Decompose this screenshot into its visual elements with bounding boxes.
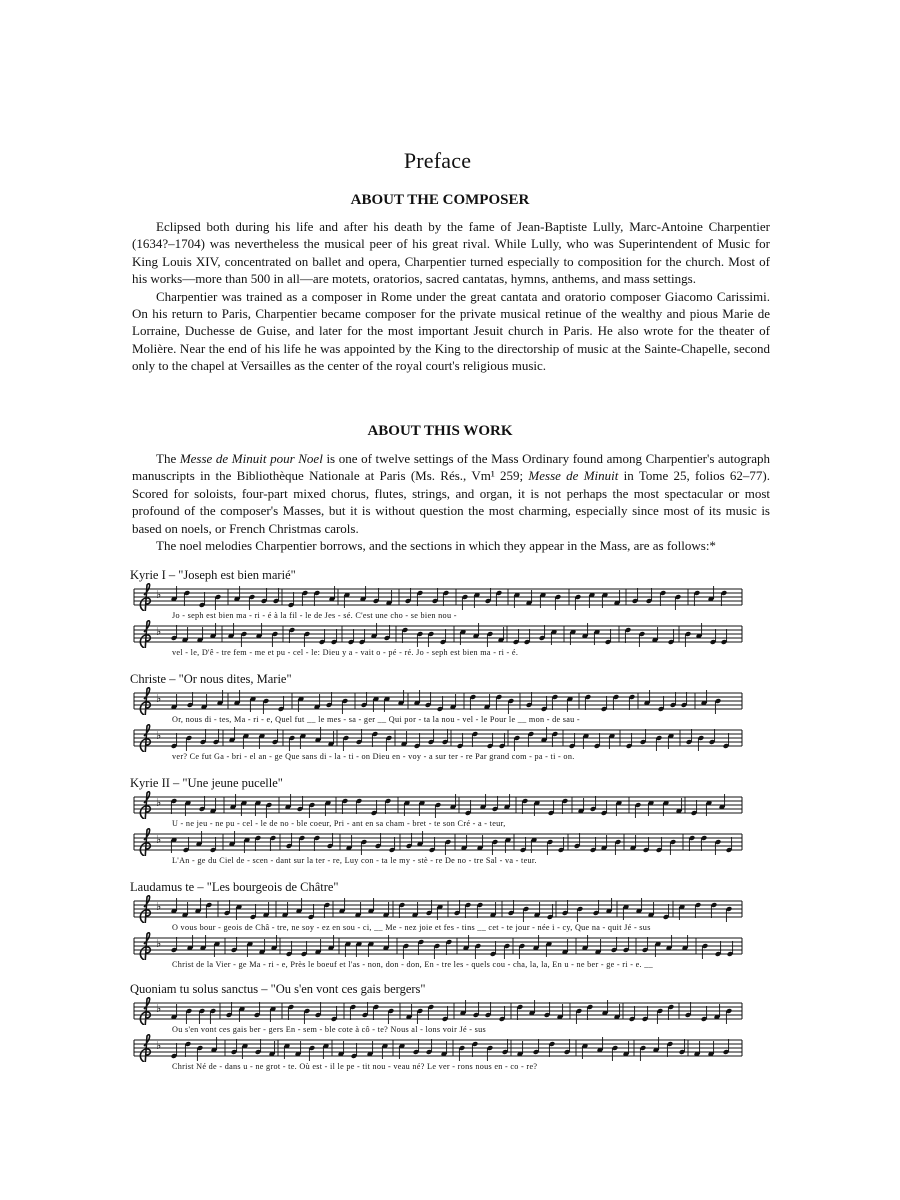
music-staff bbox=[130, 724, 745, 752]
music-example-3 bbox=[130, 776, 745, 865]
music-example-title: Kyrie I – "Joseph est bien marié" bbox=[130, 568, 296, 582]
music-staff bbox=[130, 620, 745, 648]
music-example-1 bbox=[130, 568, 745, 657]
music-lyric-line: vel - le, D'ê - tre fem - me et pu - cel - le: Dieu y a - vait o - pé - ré. Jo - seph est bien ma - ri - é. bbox=[172, 648, 519, 657]
music-lyric-line: U - ne jeu - ne pu - cel - le de no - ble coeur, Pri - ant en sa cham - bret - te son Cré - a - teur, bbox=[172, 819, 506, 828]
work-title-italic: Messe de Minuit pour Noel bbox=[179, 451, 323, 466]
music-lyric-line: O vous bour - geois de Châ - tre, ne soy - ez en sou - ci, __ Me - nez joie et fes - tins __ cet - te jour - née i - cy, Que na - quit Jé - sus bbox=[172, 923, 651, 932]
flat-sign-icon: ♭ bbox=[156, 1002, 162, 1015]
music-example-4 bbox=[130, 880, 745, 969]
flat-sign-icon: ♭ bbox=[156, 900, 162, 913]
flat-sign-icon: ♭ bbox=[156, 833, 162, 846]
composer-paragraph-1: Eclipsed both during his life and after his death by the fame of Jean-Baptiste Lully, Marc-Antoine Charpentier (1634?–1704) was nevertheless the musical peer of his great rival. While Lully, who was Superintendent of Music for King Louis XIV, concentrated on ballet and opera, Charpentier turned especially to composition for the church. Most of his works—more than 500 in all—are motets, oratorios, sacred cantatas, hymns, anthems, and mass settings. bbox=[132, 219, 770, 287]
flat-sign-icon: ♭ bbox=[156, 588, 162, 601]
work-paragraph-2: The noel melodies Charpentier borrows, and the sections in which they appear in the Mass, are as follows:* bbox=[156, 538, 716, 554]
music-staff bbox=[130, 583, 745, 611]
work-text bbox=[132, 450, 770, 554]
section-heading-composer: ABOUT THE COMPOSER bbox=[350, 192, 530, 208]
music-example-title: Laudamus te – "Les bourgeois de Châtre" bbox=[130, 880, 339, 894]
music-example-5 bbox=[130, 982, 745, 1071]
music-lyric-line: Ou s'en vont ces gais ber - gers En - sem - ble cote à cô - te? Nous al - lons voir Jé - sus bbox=[172, 1025, 486, 1034]
music-lyric-line: Or, nous di - tes, Ma - ri - e, Quel fut __ le mes - sa - ger __ Qui por - ta la nou - vel - le Pour le __ mon - de sau - bbox=[172, 715, 580, 724]
music-example-title: Quoniam tu solus sanctus – "Ou s'en vont ces gais bergers" bbox=[130, 982, 426, 996]
flat-sign-icon: ♭ bbox=[156, 625, 162, 638]
music-lyric-line: ver? Ce fut Ga - bri - el an - ge Que sans di - la - ti - on Dieu en - voy - a sur ter - re Par grand com - pa - ti - on. bbox=[172, 752, 575, 761]
music-staff bbox=[130, 997, 745, 1025]
music-example-title: Kyrie II – "Une jeune pucelle" bbox=[130, 776, 283, 790]
music-staff bbox=[130, 791, 745, 819]
music-staff bbox=[130, 828, 745, 856]
section-heading-work: ABOUT THIS WORK bbox=[367, 423, 513, 439]
flat-sign-icon: ♭ bbox=[156, 729, 162, 742]
flat-sign-icon: ♭ bbox=[156, 937, 162, 950]
music-lyric-line: Christ de la Vier - ge Ma - ri - e, Près le boeuf et l'as - non, don - don, En - tre les - quels cou - cha, la, la, En u - ne ber - ge - ri - e. __ bbox=[172, 960, 654, 969]
work-title-italic-2: Messe de Minuit bbox=[528, 468, 619, 484]
music-staff bbox=[130, 1034, 745, 1062]
music-example-2 bbox=[130, 672, 745, 761]
music-staff bbox=[130, 932, 745, 960]
work-paragraph-1: The Messe de Minuit pour Noel is one of twelve settings of the Mass Ordinary found among Charpentier's autograph manuscripts in the Bibliothèque Nationale at Paris (Ms. Rés., Vm¹ 259; Messe de Minuit in Tome 25, folios 62–77). Scored for soloists, four-part mixed chorus, flutes, strings, and organ, it is not perhaps the most spectacular or most profound of the composer's Masses, but it is without question the most charming, especially since most of its music is based on noels, or French Christmas carols. bbox=[132, 451, 771, 536]
page-title: Preface bbox=[403, 148, 472, 173]
flat-sign-icon: ♭ bbox=[156, 796, 162, 809]
flat-sign-icon: ♭ bbox=[156, 1039, 162, 1052]
flat-sign-icon: ♭ bbox=[156, 692, 162, 705]
music-staff bbox=[130, 687, 745, 715]
music-lyric-line: Christ Né de - dans u - ne grot - te. Où est - il le pe - tit nou - veau né? Le ver - rons nous en - co - re? bbox=[172, 1062, 538, 1071]
composer-text bbox=[132, 218, 770, 375]
music-lyric-line: L'An - ge du Ciel de - scen - dant sur la ter - re, Luy con - ta le my - stè - re De no - tre Sal - va - teur. bbox=[172, 856, 537, 865]
music-example-title: Christe – "Or nous dites, Marie" bbox=[130, 672, 292, 686]
music-staff bbox=[130, 895, 745, 923]
music-lyric-line: Jo - seph est bien ma - ri - é à la fil - le de Jes - sé. C'est une cho - se bien nou - bbox=[172, 611, 457, 620]
composer-paragraph-2: Charpentier was trained as a composer in Rome under the great cantata and oratorio composer Giacomo Carissimi. On his return to Paris, Charpentier became composer for the private musical retinue of the wealthy and pious Marie de Lorraine, Duchesse de Guise, and later for the most important Jesuit church in Paris. He also wrote for the theater of Molière. Near the end of his life he was appointed by the King to the directorship of music at the Sainte-Chapelle, second only to the chapel at Versailles as the center of the royal court's religious music. bbox=[132, 288, 770, 374]
